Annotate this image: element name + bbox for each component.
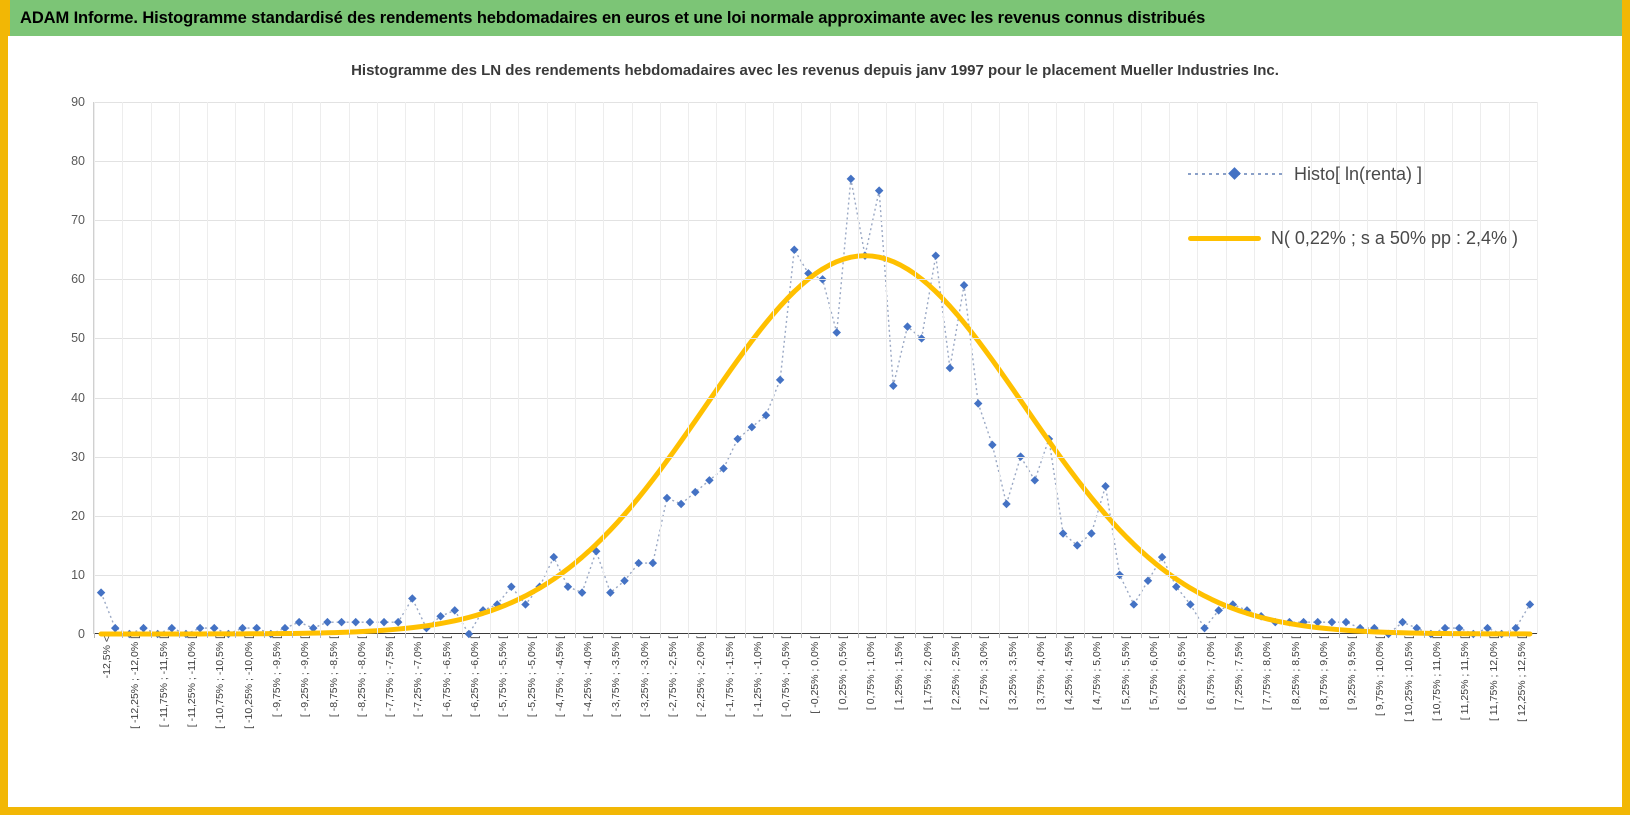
- x-gridline: [94, 102, 95, 634]
- x-axis-tick-label: [ 1,25% ; 1,5% [: [893, 636, 906, 711]
- data-point-marker: [337, 618, 345, 626]
- y-axis-tick-label: 0: [78, 627, 85, 641]
- x-gridline: [688, 102, 689, 634]
- x-axis-tick-label: [ 3,25% ; 3,5% [: [1006, 636, 1019, 711]
- data-point-marker: [988, 441, 996, 449]
- y-axis-tick-label: 80: [71, 154, 85, 169]
- data-point-marker: [1130, 600, 1138, 608]
- chart-container: [8, 36, 1622, 807]
- x-axis-tick-label: [ 6,25% ; 6,5% [: [1176, 636, 1189, 711]
- data-point-marker: [210, 624, 218, 632]
- x-gridline: [801, 102, 802, 634]
- data-point-marker: [1342, 618, 1350, 626]
- x-axis-tick-label: [ -2,25% ; -2,0% [: [695, 636, 708, 718]
- x-gridline: [462, 102, 463, 634]
- x-gridline: [745, 102, 746, 634]
- data-point-marker: [1144, 577, 1152, 585]
- x-axis-tick-label: [ -1,25% ; -1,0% [: [751, 636, 764, 718]
- data-point-marker: [394, 618, 402, 626]
- x-axis-tick-label: [ -10,75% ; -10,5% [: [214, 636, 227, 729]
- banner-left-accent: [0, 0, 10, 36]
- x-axis-tick-label: -12,5% <: [101, 636, 114, 679]
- data-point-marker: [380, 618, 388, 626]
- x-gridline: [377, 102, 378, 634]
- x-gridline: [632, 102, 633, 634]
- data-point-marker: [1031, 476, 1039, 484]
- data-point-marker: [847, 175, 855, 183]
- x-gridline: [1537, 102, 1538, 634]
- x-axis-tick-label: [ 6,75% ; 7,0% [: [1204, 636, 1217, 711]
- x-gridline: [405, 102, 406, 634]
- data-point-marker: [351, 618, 359, 626]
- x-gridline: [1141, 102, 1142, 634]
- chart-legend: [1188, 154, 1518, 258]
- x-axis-tick-label: [ -10,25% ; -10,0% [: [242, 636, 255, 729]
- data-point-marker: [691, 488, 699, 496]
- x-gridline: [490, 102, 491, 634]
- data-point-marker: [97, 588, 105, 596]
- x-gridline: [716, 102, 717, 634]
- x-gridline: [1169, 102, 1170, 634]
- x-axis-tick-label: [ 5,75% ; 6,0% [: [1148, 636, 1161, 711]
- y-axis-tick-label: 10: [71, 567, 85, 582]
- x-axis-tick-label: [ -6,75% ; -6,5% [: [440, 636, 453, 718]
- data-point-marker: [295, 618, 303, 626]
- data-point-marker: [1512, 624, 1520, 632]
- data-point-marker: [196, 624, 204, 632]
- data-point-marker: [1158, 553, 1166, 561]
- x-axis-tick-label: [ -2,75% ; -2,5% [: [667, 636, 680, 718]
- data-point-marker: [1087, 529, 1095, 537]
- x-axis-tick-label: [ -12,25% ; -12,0% [: [129, 636, 142, 729]
- y-gridline: [94, 457, 1537, 458]
- x-axis-labels: [93, 636, 1537, 806]
- x-axis-tick-label: [ -3,25% ; -3,0% [: [638, 636, 651, 718]
- x-axis-tick-label: [ 11,25% ; 11,5% [: [1459, 636, 1472, 721]
- x-gridline: [830, 102, 831, 634]
- banner-right-accent: [1622, 0, 1630, 36]
- data-point-marker: [1526, 600, 1534, 608]
- legend-label-normal: N( 0,22% ; s a 50% pp : 2,4% ): [1270, 227, 1518, 248]
- data-point-marker: [1328, 618, 1336, 626]
- data-point-marker: [451, 606, 459, 614]
- x-gridline: [999, 102, 1000, 634]
- data-point-marker: [946, 364, 954, 372]
- x-gridline: [943, 102, 944, 634]
- x-axis-tick-label: [ -8,75% ; -8,5% [: [327, 636, 340, 718]
- data-point-marker: [832, 328, 840, 336]
- x-axis-tick-label: [ -6,25% ; -6,0% [: [468, 636, 481, 718]
- x-gridline: [858, 102, 859, 634]
- data-point-marker: [1455, 624, 1463, 632]
- x-gridline: [773, 102, 774, 634]
- x-axis-tick-label: [ 7,25% ; 7,5% [: [1232, 636, 1245, 711]
- banner-title: ADAM Informe. Histogramme standardisé des rendements hebdomadaires en euros et une loi normale approximante avec les revenus connus distribués: [20, 8, 1206, 27]
- x-gridline: [264, 102, 265, 634]
- data-point-marker: [677, 500, 685, 508]
- data-point-marker: [578, 588, 586, 596]
- x-axis-tick-label: [ -7,25% ; -7,0% [: [412, 636, 425, 718]
- y-axis-tick-label: 20: [71, 508, 85, 523]
- x-axis-tick-label: [ 0,25% ; 0,5% [: [836, 636, 849, 711]
- x-gridline: [886, 102, 887, 634]
- bottom-rail: [0, 807, 1630, 815]
- data-point-marker: [366, 618, 374, 626]
- x-axis-tick-label: [ 5,25% ; 5,5% [: [1119, 636, 1132, 711]
- right-rail: [1622, 36, 1630, 815]
- x-gridline: [915, 102, 916, 634]
- legend-marker-normal: [1188, 236, 1261, 241]
- x-gridline: [1113, 102, 1114, 634]
- y-gridline: [94, 516, 1537, 517]
- x-gridline: [207, 102, 208, 634]
- y-gridline: [94, 102, 1537, 103]
- x-axis-tick-label: [ -0,25% ; 0,0% [: [808, 636, 821, 714]
- data-point-marker: [932, 251, 940, 259]
- x-gridline: [349, 102, 350, 634]
- y-gridline: [94, 575, 1537, 576]
- y-gridline: [94, 338, 1537, 339]
- x-gridline: [179, 102, 180, 634]
- x-gridline: [122, 102, 123, 634]
- x-axis-tick-label: [ 9,75% ; 10,0% [: [1374, 636, 1387, 716]
- x-axis-tick-label: [ -4,75% ; -4,5% [: [553, 636, 566, 718]
- data-point-marker: [252, 624, 260, 632]
- x-axis-tick-label: [ 4,75% ; 5,0% [: [1091, 636, 1104, 711]
- legend-marker-histogram: [1188, 168, 1284, 180]
- data-point-marker: [960, 281, 968, 289]
- y-gridline: [94, 279, 1537, 280]
- y-gridline: [94, 398, 1537, 399]
- x-axis-tick-label: [ 3,75% ; 4,0% [: [1034, 636, 1047, 711]
- x-axis-tick-label: [ 4,25% ; 4,5% [: [1063, 636, 1076, 711]
- x-axis-tick-label: [ 0,75% ; 1,0% [: [865, 636, 878, 711]
- data-point-marker: [168, 624, 176, 632]
- x-gridline: [434, 102, 435, 634]
- x-axis-tick-label: [ -8,25% ; -8,0% [: [355, 636, 368, 718]
- x-gridline: [1084, 102, 1085, 634]
- x-gridline: [603, 102, 604, 634]
- data-point-marker: [507, 582, 515, 590]
- x-axis-tick-label: [ 10,25% ; 10,5% [: [1402, 636, 1415, 722]
- y-axis-tick-label: 60: [71, 272, 85, 287]
- data-point-marker: [776, 376, 784, 384]
- legend-item-histogram[interactable]: [1188, 154, 1518, 194]
- chart-title: Histogramme des LN des rendements hebdomadaires avec les revenus depuis janv 1997 pour le placement Mueller Industries Inc.: [351, 62, 1279, 79]
- x-axis-tick-label: [ -11,25% ; -11,0% [: [186, 636, 199, 728]
- x-axis-tick-label: [ -9,25% ; -9,0% [: [299, 636, 312, 718]
- x-axis-tick-label: [ 10,75% ; 11,0% [: [1430, 636, 1443, 722]
- x-gridline: [518, 102, 519, 634]
- x-axis-tick-label: [ 8,25% ; 8,5% [: [1289, 636, 1302, 711]
- x-gridline: [151, 102, 152, 634]
- data-point-marker: [564, 582, 572, 590]
- x-axis-tick-label: [ -11,75% ; -11,5% [: [157, 636, 170, 728]
- data-point-marker: [550, 553, 558, 561]
- data-point-marker: [974, 399, 982, 407]
- x-axis-tick-label: [ -1,75% ; -1,5% [: [723, 636, 736, 718]
- y-axis-tick-label: 30: [71, 449, 85, 464]
- x-axis-tick-label: [ -5,25% ; -5,0% [: [525, 636, 538, 718]
- data-point-marker: [238, 624, 246, 632]
- x-axis-tick-label: [ 12,25% ; 12,5% [: [1515, 636, 1528, 722]
- legend-label-histogram: Histo[ ln(renta) ]: [1294, 163, 1423, 184]
- x-gridline: [660, 102, 661, 634]
- data-point-marker: [139, 624, 147, 632]
- x-axis-tick-label: [ 11,75% ; 12,0% [: [1487, 636, 1500, 722]
- data-point-marker: [634, 559, 642, 567]
- x-gridline: [292, 102, 293, 634]
- x-axis-tick-label: [ 2,75% ; 3,0% [: [978, 636, 991, 711]
- data-point-marker: [323, 618, 331, 626]
- data-point-marker: [889, 381, 897, 389]
- x-gridline: [1056, 102, 1057, 634]
- x-axis-tick-label: [ -0,75% ; -0,5% [: [780, 636, 793, 718]
- x-gridline: [547, 102, 548, 634]
- data-point-marker: [1483, 624, 1491, 632]
- data-point-marker: [1200, 624, 1208, 632]
- x-axis-tick-label: [ 7,75% ; 8,0% [: [1261, 636, 1274, 711]
- x-axis-tick-label: [ 9,25% ; 9,5% [: [1346, 636, 1359, 711]
- x-gridline: [971, 102, 972, 634]
- x-gridline: [320, 102, 321, 634]
- x-gridline: [1028, 102, 1029, 634]
- normal-distribution-curve: [101, 256, 1530, 634]
- y-axis-tick-label: 50: [71, 331, 85, 346]
- title-banner: [0, 0, 1630, 36]
- data-point-marker: [111, 624, 119, 632]
- x-axis-tick-label: [ 1,75% ; 2,0% [: [921, 636, 934, 711]
- y-axis-tick-label: 90: [71, 95, 85, 109]
- x-axis-tick-label: [ 2,25% ; 2,5% [: [949, 636, 962, 711]
- data-point-marker: [1002, 500, 1010, 508]
- data-point-marker: [790, 246, 798, 254]
- data-point-marker: [1101, 482, 1109, 490]
- y-axis-tick-label: 70: [71, 213, 85, 228]
- data-point-marker: [663, 494, 671, 502]
- left-rail: [0, 36, 8, 815]
- x-axis-tick-label: [ 8,75% ; 9,0% [: [1317, 636, 1330, 711]
- legend-item-normal[interactable]: [1188, 218, 1518, 258]
- data-point-marker: [649, 559, 657, 567]
- x-axis-tick-label: [ -9,75% ; -9,5% [: [270, 636, 283, 718]
- x-gridline: [235, 102, 236, 634]
- x-axis-tick-label: [ -7,75% ; -7,5% [: [384, 636, 397, 718]
- data-point-marker: [408, 594, 416, 602]
- data-point-marker: [875, 186, 883, 194]
- y-axis-tick-label: 40: [71, 390, 85, 405]
- x-axis-tick-label: [ -5,75% ; -5,5% [: [497, 636, 510, 718]
- x-gridline: [575, 102, 576, 634]
- x-axis-tick-label: [ -4,25% ; -4,0% [: [582, 636, 595, 718]
- x-axis-tick-label: [ -3,75% ; -3,5% [: [610, 636, 623, 718]
